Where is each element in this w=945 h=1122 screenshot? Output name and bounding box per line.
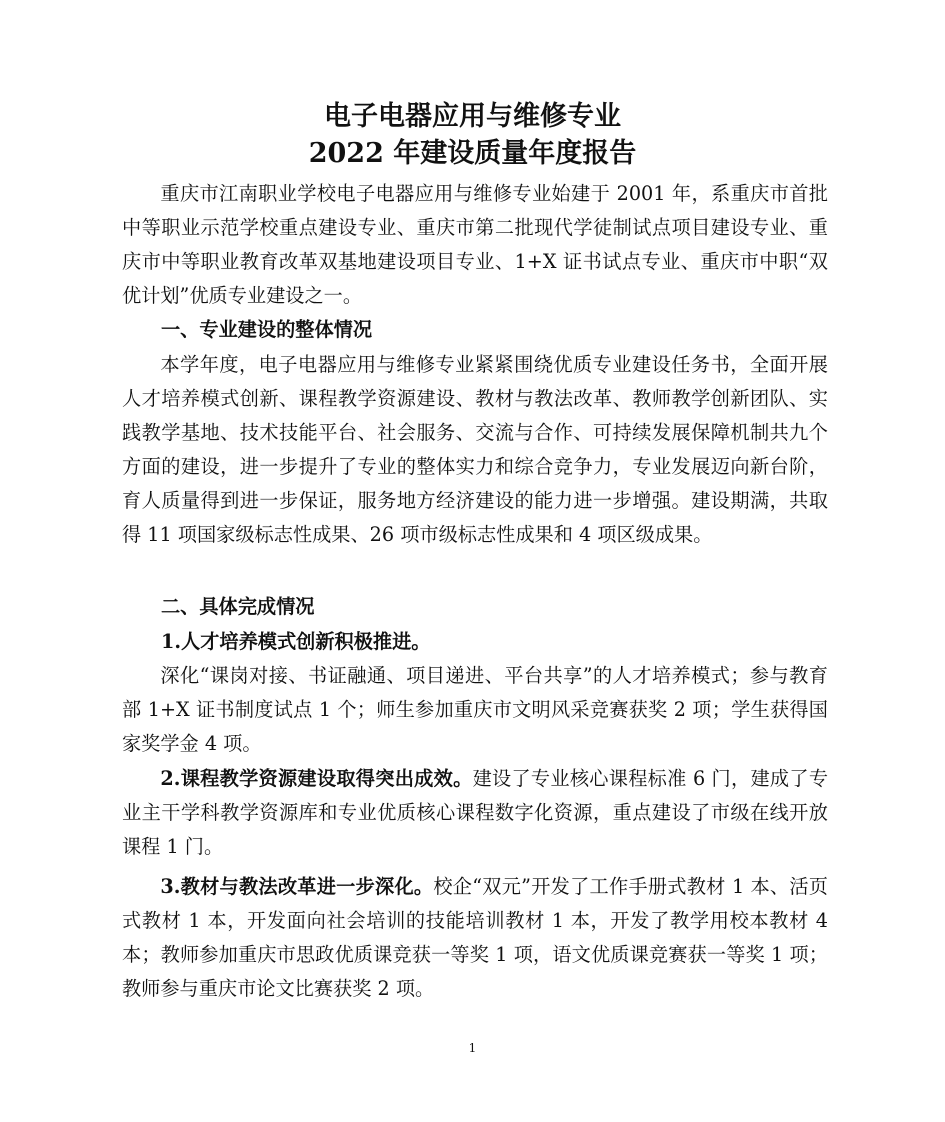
item3-body: 校企“双元”开发了工作手册式教材 1 本、活页式教材 1 本，开发面向社会培训的技能培训教材 1 本，开发了教学用校本教材 4 本；教师参加重庆市思政优质课竞获一等奖 1 项，语文优质课竞赛获一等奖 1 项；教师参与重庆市论文比赛获奖 2 项。 — [122, 875, 828, 1000]
item2-paragraph — [122, 762, 828, 864]
section1-paragraph: 本学年度，电子电器应用与维修专业紧紧围绕优质专业建设任务书，全面开展人才培养模式创新、课程教学资源建设、教材与教法改革、教师教学创新团队、实践教学基地、技术技能平台、社会服务、交流与合作、可持续发展保障机制共九个方面的建设，进一步提升了专业的整体实力和综合竞争力，专业发展迈向新台阶，育人质量得到进一步保证，服务地方经济建设的能力进一步增强。建设期满，共取得 11 项国家级标志性成果、26 项市级标志性成果和 4 项区级成果。 — [122, 353, 828, 546]
item2-body: 建设了专业核心课程标准 6 门，建成了专业主干学科教学资源库和专业优质核心课程数字化资源，重点建设了市级在线开放课程 1 门。 — [122, 767, 829, 858]
item1-paragraph: 深化“课岗对接、书证融通、项目递进、平台共享”的人才培养模式；参与教育部 1+X 证书制度试点 1 个；师生参加重庆市文明风采竞赛获奖 2 项；学生获得国家奖学金 4 项。 — [122, 664, 828, 755]
document-title-line1: 电子电器应用与维修专业 — [324, 101, 621, 132]
item3-paragraph — [122, 870, 828, 1006]
intro-paragraph: 重庆市江南职业学校电子电器应用与维修专业始建于 2001 年，系重庆市首批中等职业示范学校重点建设专业、重庆市第二批现代学徒制试点项目建设专业、重庆市中等职业教育改革双基地建设项目专业、1+X 证书试点专业、重庆市中职“双优计划”优质专业建设之一。 — [122, 182, 828, 307]
item2-heading: 2.课程教学资源建设取得突出成效。 — [160, 767, 473, 790]
section1-heading: 一、专业建设的整体情况 — [161, 318, 373, 341]
item1-heading: 1.人才培养模式创新积极推进。 — [161, 630, 431, 653]
page-number: 1 — [468, 1041, 477, 1055]
section2-heading: 二、具体完成情况 — [161, 595, 315, 618]
item3-heading: 3.教材与教法改革进一步深化。 — [160, 875, 434, 898]
document-title-line2: 2022 年建设质量年度报告 — [308, 138, 637, 169]
